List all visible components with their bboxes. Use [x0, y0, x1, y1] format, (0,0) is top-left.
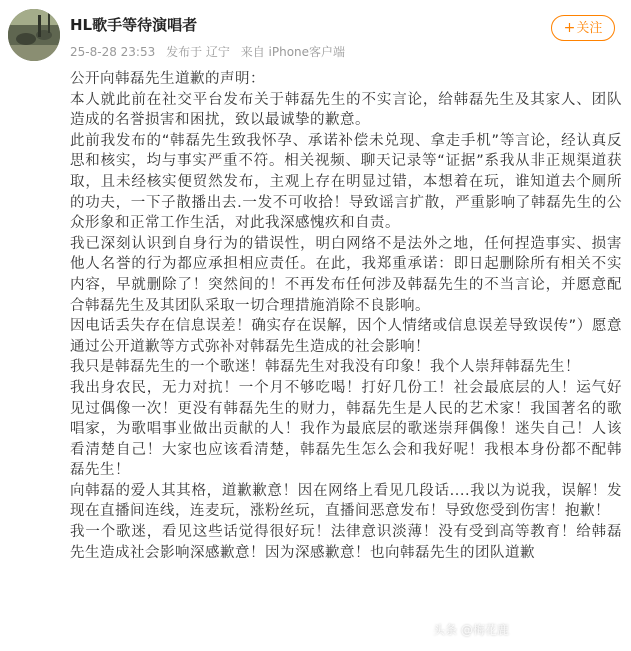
post-header	[0, 0, 631, 66]
post-paragraph: 因电话丢失存在信息误差！确实存在误解，因个人情绪或信息误差导致误传”）愿意通过公开道歉等方式弥补对韩磊先生造成的社会影响！	[70, 318, 622, 355]
post-paragraph: 我一个歌迷，看见这些话觉得很好玩！法律意识淡薄！没有受到高等教育！给韩磊先生造成社会影响深感歉意！因为深感歉意！也向韩磊先生的团队道歉	[70, 524, 622, 561]
follow-button[interactable]	[551, 15, 615, 41]
watermark: 头条 @梅花鹿	[433, 623, 509, 637]
plus-icon: +	[563, 20, 576, 36]
username[interactable]: HL歌手等待演唱者	[70, 16, 198, 34]
post-paragraph: 我只是韩磊先生的一个歌迷！韩磊先生对我没有印象！我个人崇拜韩磊先生！	[70, 359, 580, 376]
post-paragraph: 此前我发布的“韩磊先生致我怀孕、承诺补偿未兑现、拿走手机”等言论，经认真反思和核实，均与事实严重不符。相关视频、聊天记录等“证据”系我从非正规渠道获取，且未经核实便贸然发布，主观上存在明显过错，本想着在玩，谁知道去个厕所的功夫，一下子散播出去.一发不可收拾！导致谣言扩散，严重影响了韩磊先生的公众形象和正常工作生活，对此我深感愧疚和自责。	[70, 132, 622, 232]
post-meta	[70, 43, 352, 60]
post-paragraph: 公开向韩磊先生道歉的声明：	[70, 71, 265, 87]
post-paragraph: 我已深刻认识到自身行为的错误性，明白网络不是法外之地，任何捏造事实、损害他人名誉的行为都应承担相应责任。在此，我郑重承诺：即日起删除所有相关不实内容，早就删除了！突然间的！不再发布任何涉及韩磊先生的不当言论，并愿意配合韩磊先生及其团队采取一切合理措施消除不良影响。	[70, 235, 622, 314]
post-device: 来自 iPhone客户端	[240, 45, 346, 59]
follow-label: 关注	[576, 21, 603, 36]
post-paragraph: 我出身农民，无力对抗！一个月不够吃喝！打好几份工！社会最底层的人！运气好见过偶像一次！更没有韩磊先生的财力，韩磊先生是人民的艺术家！我国著名的歌唱家，为歌唱事业做出贡献的人！我作为最底层的歌迷崇拜偶像！迷失自己！人该看清楚自己！大家也应该看清楚，韩磊先生怎么会和我好呢！我根本身份都不配韩磊先生！	[70, 379, 622, 479]
avatar-image	[8, 9, 60, 61]
post-paragraph: 向韩磊的爱人其其格，道歉歉意！因在网络上看见几段话....我以为说我，误解！发现在直播间连线，连麦玩，涨粉丝玩，直播间恶意发布！导致您受到伤害！抱歉！	[70, 482, 622, 520]
post-location: 发布于 辽宁	[166, 45, 230, 59]
post-body	[70, 69, 622, 563]
post-paragraph: 本人就此前在社交平台发布关于韩磊先生的不实言论，给韩磊先生及其家人、团队造成的名誉损害和困扰，致以最诚挚的歉意。	[70, 91, 622, 129]
post-timestamp: 25-8-28 23:53	[70, 45, 156, 59]
avatar[interactable]	[8, 9, 60, 61]
